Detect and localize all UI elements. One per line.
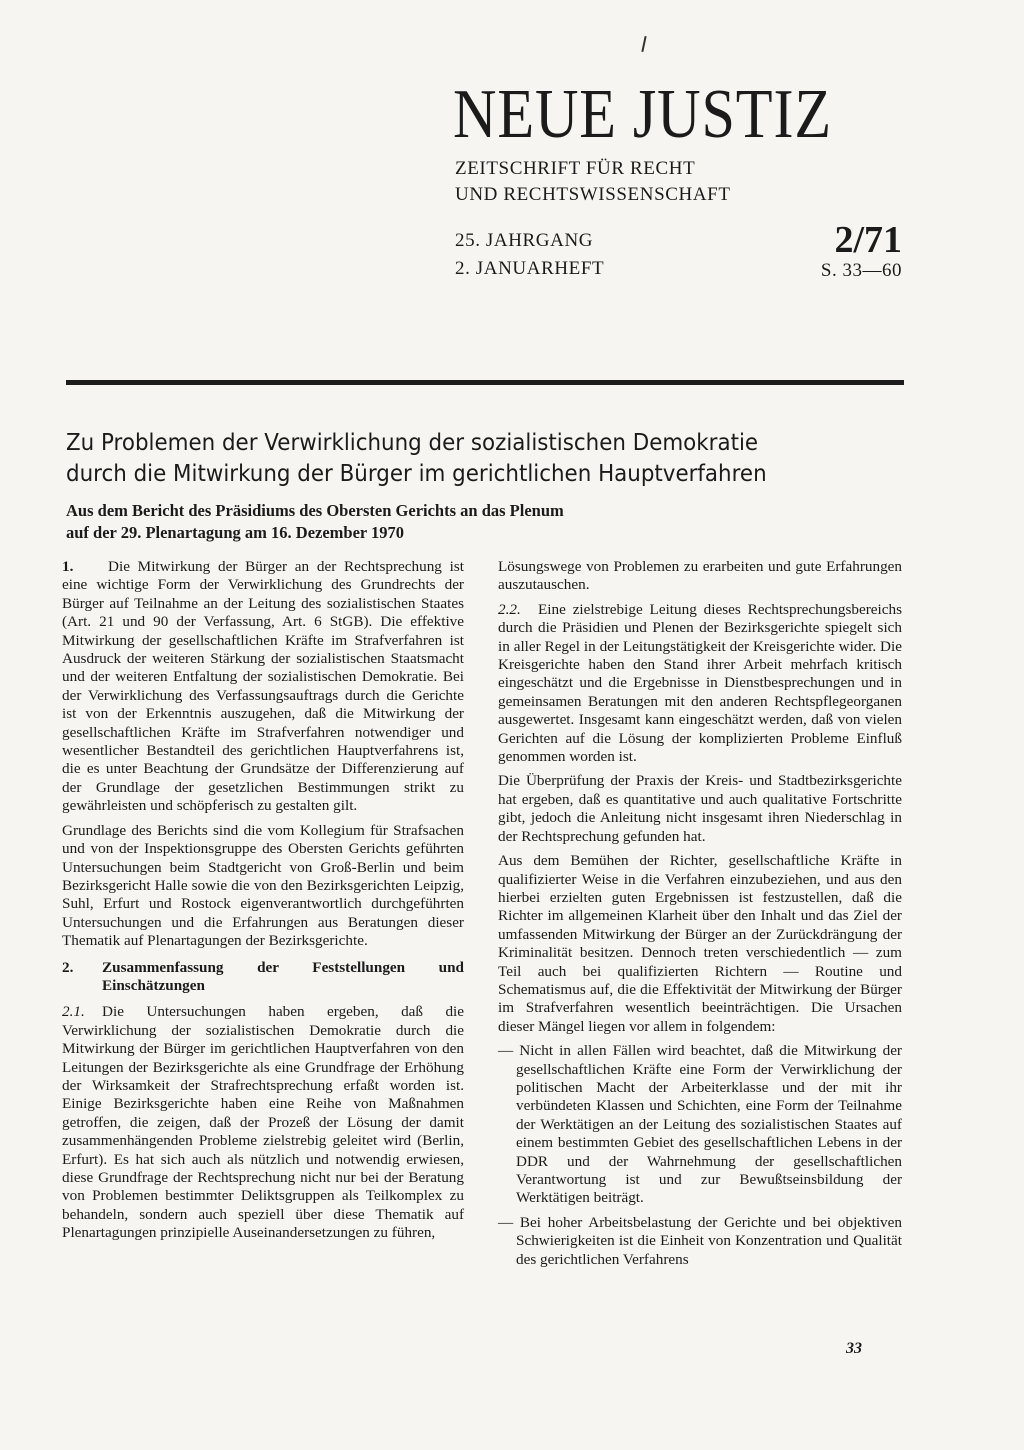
article-title: [66, 428, 926, 490]
section-number: 1.: [62, 558, 74, 575]
page-range: S. 33—60: [820, 260, 902, 281]
margin-mark: [641, 36, 646, 52]
paragraph: [62, 1003, 464, 1242]
journal-subtitle-line2: UND RECHTSWISSENSCHAFT: [455, 184, 731, 205]
paragraph: [62, 558, 464, 816]
paragraph: Grundlage des Berichts sind die vom Kollegium für Strafsachen und von der Inspektionsgruppe des Obersten Gerichts geführten Untersuchungen beim Stadtgericht von Groß-Berlin und beim Bezirksgericht Halle sowie die von den Bezirksgerichten Leipzig, Suhl, Erfurt und Rostock eigenverantwortlich durchgeführten Untersuchungen und die Erfahrungen aus Beratungen dieser Thematik auf Plenartagungen der Bezirksgerichte.: [62, 821, 464, 950]
paragraph: Die Überprüfung der Praxis der Kreis- und Stadtbezirksgerichte hat ergeben, daß es quantitative und auch qualitative Fortschritte gibt, jedoch die Anleitung nicht insgesamt ihren Niederschlag in der Rechtsprechung gefunden hat.: [498, 772, 902, 845]
volume-label: 25. JAHRGANG: [455, 230, 594, 251]
page-number: 33: [846, 1340, 862, 1357]
article-title-line2: durch die Mitwirkung der Bürger im gerichtlichen Hauptverfahren: [66, 461, 767, 487]
list-item: — Bei hoher Arbeitsbelastung der Gerichte und bei objektiven Schwierigkeiten ist die Einheit von Konzentration und Qualität des gerichtlichen Verfahrens: [498, 1213, 902, 1268]
section-number: 2.: [62, 958, 74, 976]
article-subtitle-line1: Aus dem Bericht des Präsidiums des Obersten Gerichts an das Plenum: [66, 501, 564, 520]
paragraph-text: Die Untersuchungen haben ergeben, daß die Verwirklichung der sozialistischen Demokratie durch die Mitwirkung der Bürger im gerichtlichen Hauptverfahren von den Leitungen der Bezirksgerichte als eine Grundfrage der Erhöhung der Wirksamkeit der Strafrechtsprechung erfaßt worden ist. Einige Bezirksgerichte haben eine Reihe von Maßnahmen getroffen, die zeigen, daß der Prozeß der Lösung der damit zusammenhängenden Probleme zielstrebig geleitet wird (Berlin, Erfurt). Es hat sich auch als nützlich und notwendig erwiesen, diese Grundfrage der Rechtsprechung nicht nur bei der Beratung von Problemen bestimmter Deliktsgruppen als Teilkomplex zu behandeln, sondern auch speziell über diese Thematik auf Plenartagungen prinzipielle Auseinandersetzungen zu führen,: [62, 1003, 464, 1242]
section-title: Zusammenfassung der Feststellungen und Einschätzungen: [102, 958, 464, 994]
subsection-number: 2.1.: [62, 1003, 85, 1021]
paragraph: Aus dem Bemühen der Richter, gesellschaftliche Kräfte in qualifizierter Weise in die Verfahren einzubeziehen, und aus den hierbei erzielten guten Ergebnissen ist festzustellen, daß die Richter im allgemeinen Klarheit über den Inhalt und das Ziel der umfassenden Mitwirkung der Bürger an der Zurückdrängung der Kriminalität besitzen. Dennoch treten verschiedentlich — zum Teil auch bei qualifizierten Richtern — Routine und Schematismus auf, die die Effektivität der Mitwirkung der Bürger im Strafverfahren wesentlich beeinträchtigen. Die Ursachen dieser Mängel liegen vor allem in folgendem:: [498, 852, 902, 1035]
paragraph-text: Eine zielstrebige Leitung dieses Rechtsprechungsbereichs durch die Präsidien und Plenen der Bezirksgerichte spiegelt sich in aller Regel in der Leitungstätigkeit der Kreisgerichte wider. Die Kreisgerichte haben den Stand ihrer Arbeit mehrfach kritisch eingeschätzt und die Ergebnisse in Dienstbesprechungen und in gemeinsamen Beratungen mit den anderen Rechtspflegeorganen ausgewertet. Insgesamt kann eingeschätzt werden, daß von vielen Gerichten auf die Lösung der komplizierten Probleme Einfluß genommen worden ist.: [498, 600, 902, 766]
list-item: — Nicht in allen Fällen wird beachtet, daß die Mitwirkung der gesellschaftlichen Kräfte eine Form der Verwirklichung der politischen Macht der Arbeiterklasse und der mit ihr verbündeten Klassen und Schichten, eine Form der Teilnahme der Werktätigen an der Leitung des sozialistischen Staates auf einem bestimmten Gebiet des gesellschaftlichen Lebens in der DDR und der Wahrnehmung der gesellschaftlichen Verantwortung ist und zur Bewußtseinsbildung der Werktätigen beiträgt.: [498, 1042, 902, 1207]
issue-label: 2. JANUARHEFT: [455, 258, 605, 279]
article-subtitle: [66, 500, 666, 544]
header-rule: [66, 380, 904, 385]
right-column: [498, 558, 902, 1275]
journal-title: NEUE JUSTIZ: [453, 76, 832, 153]
paragraph: Lösungswege von Problemen zu erarbeiten und gute Erfahrungen auszutauschen.: [498, 558, 902, 594]
paragraph: [498, 601, 902, 767]
section-heading: [62, 959, 464, 996]
subsection-number: 2.2.: [498, 600, 521, 618]
left-column: [62, 558, 464, 1249]
paragraph-text: Die Mitwirkung der Bürger an der Rechtsprechung ist eine wichtige Form der Verwirklichung des Grundrechts der Bürger auf Teilnahme an der Leitung des sozialistischen Staates (Art. 21 und 90 der Verfassung, Art. 6 StGB). Die effektive Mitwirkung der gesellschaftlichen Kräfte im Strafverfahren ist Ausdruck der weiteren Stärkung der sozialistischen Staatsmacht und der weiteren Entfaltung der sozialistischen Demokratie. Bei der Verwirklichung des Verfassungsauftrags durch die Gerichte ist von der Erkenntnis auszugehen, daß die Mitwirkung der gesellschaftlichen Kräfte im Strafverfahren notwendiger und wesentlicher Bestandteil des gerichtlichen Hauptverfahrens ist, die es unter Beachtung der Grundsätze der Differenzierung auf der Grundlage der gesetzlichen Bestimmungen strikt zu gewährleisten und schöpferisch zu gestalten gilt.: [62, 558, 464, 815]
article-title-line1: Zu Problemen der Verwirklichung der sozialistischen Demokratie: [66, 430, 759, 456]
issue-number: 2/71: [834, 219, 902, 261]
journal-subtitle-line1: ZEITSCHRIFT FÜR RECHT: [455, 158, 696, 179]
article-subtitle-line2: auf der 29. Plenartagung am 16. Dezember 1970: [66, 523, 405, 542]
